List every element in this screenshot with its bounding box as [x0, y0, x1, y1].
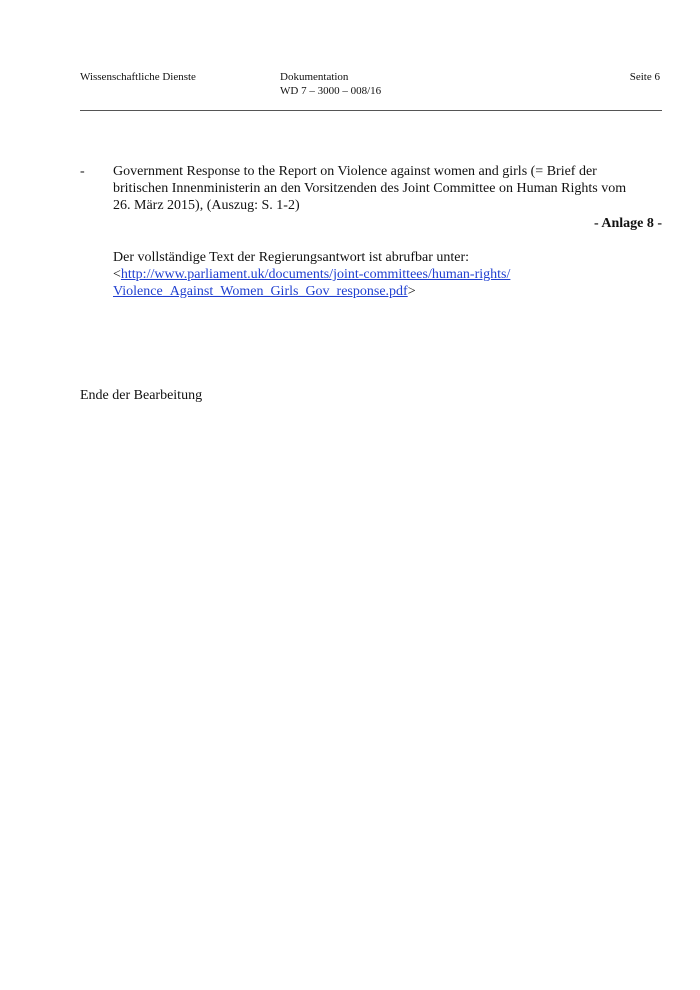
header-divider	[80, 110, 662, 111]
page-header	[80, 70, 660, 110]
end-note: Ende der Bearbeitung	[80, 388, 203, 403]
header-institution: Wissenschaftliche Dienste	[80, 71, 196, 83]
source-link-part2[interactable]: Violence_Against_Women_Girls_Gov_response.pdf	[113, 284, 408, 299]
link-close-bracket: >	[407, 284, 416, 299]
entry-text-line: 26. März 2015), (Auszug: S. 1-2)	[113, 198, 300, 213]
list-item	[80, 163, 662, 300]
link-open-bracket: <	[113, 267, 121, 282]
source-link-part1[interactable]: http://www.parliament.uk/documents/joint-committees/human-rights/	[120, 267, 511, 282]
entry-text-line: britischen Innenministerin an den Vorsitzenden des Joint Committee on Human Rights vom	[113, 181, 627, 196]
link-line	[113, 266, 662, 283]
header-doc-type: Dokumentation	[280, 71, 349, 83]
entry-description	[113, 163, 662, 214]
list-bullet: -	[80, 164, 85, 179]
page-number: Seite 6	[629, 71, 660, 83]
entry-text-line: Government Response to the Report on Violence against women and girls (= Brief der	[113, 164, 597, 179]
header-doc-number: WD 7 – 3000 – 008/16	[280, 85, 382, 97]
header-document-info	[280, 70, 381, 98]
annex-label: - Anlage 8 -	[593, 216, 662, 231]
link-line	[113, 283, 662, 300]
fulltext-reference	[113, 249, 662, 300]
fulltext-intro: Der vollständige Text der Regierungsantwort ist abrufbar unter:	[113, 250, 470, 265]
